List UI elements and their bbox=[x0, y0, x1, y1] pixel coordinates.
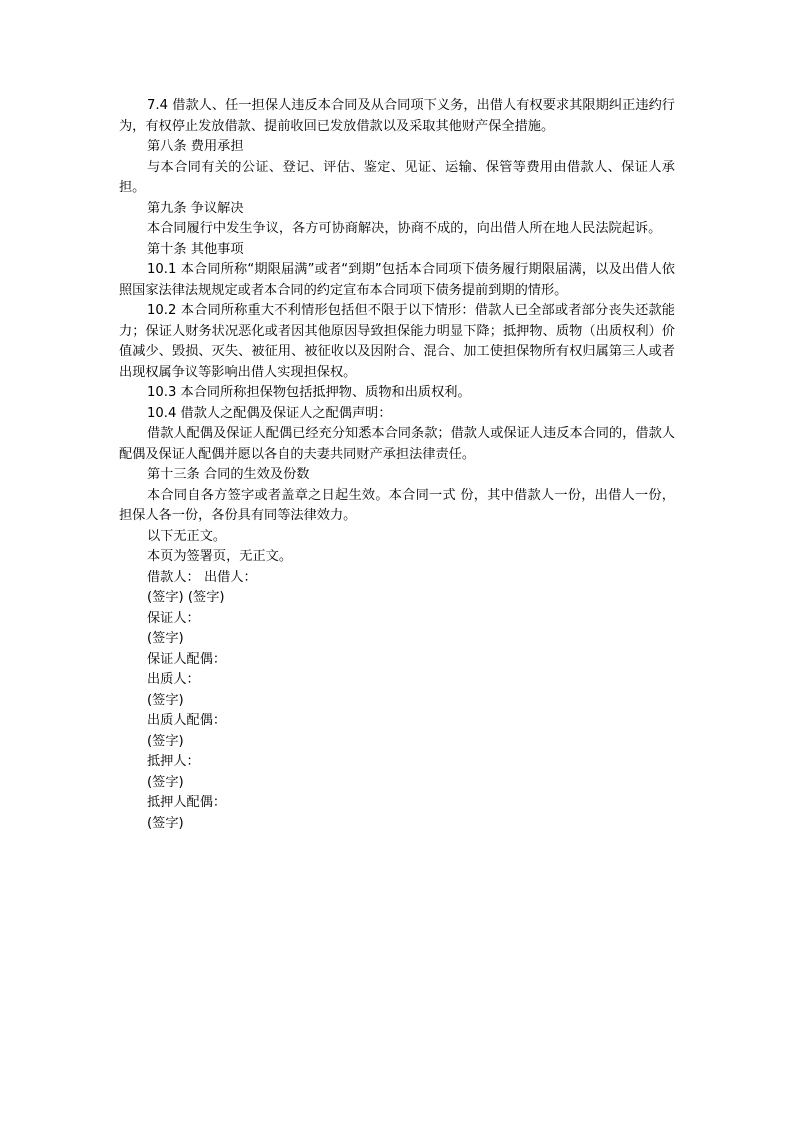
heading-article-9: 第九条 争议解决 bbox=[147, 200, 244, 216]
signature-page-note: 本页为签署页，无正文。 bbox=[147, 549, 293, 564]
clause-7-4: 7.4 借款人、任一担保人违反本合同及从合同项下义务，出借人有权要求其限期纠正违约行为，有权停止发放借款、提前收回已发放借款以及采取其他财产保全措施。 bbox=[119, 98, 675, 134]
signature-pledgor-sign: (签字) bbox=[147, 692, 184, 708]
document-body bbox=[119, 96, 675, 834]
signature-pledgor-spouse-label: 出质人配偶： bbox=[147, 713, 227, 728]
signature-guarantor-sign: (签字) bbox=[147, 631, 184, 646]
clause-10-4: 10.4 借款人之配偶及保证人之配偶声明： bbox=[147, 405, 392, 421]
signature-mortgagor-sign: (签字) bbox=[147, 774, 184, 790]
no-further-text: 以下无正文。 bbox=[147, 528, 227, 544]
clause-10-4-body: 借款人配偶及保证人配偶已经充分知悉本合同条款；借款人或保证人违反本合同的，借款人配偶及保证人配偶并愿以各自的夫妻共同财产承担法律责任。 bbox=[119, 426, 675, 462]
clause-10-1: 10.1 本合同所称“期限届满”或者“到期”包括本合同项下债务履行期限届满，以及出借人依照国家法律法规规定或者本合同的约定宣布本合同项下债务提前到期的情形。 bbox=[119, 262, 675, 298]
signature-borrower-lender-label: 借款人： 出借人： bbox=[147, 569, 257, 585]
heading-article-8: 第八条 费用承担 bbox=[147, 139, 244, 154]
clause-article-13-body: 本合同自各方签字或者盖章之日起生效。本合同一式 份，其中借款人一份，出借人一份，担保人各一份，各份具有同等法律效力。 bbox=[119, 487, 675, 523]
clause-10-3: 10.3 本合同所称担保物包括抵押物、质物和出质权利。 bbox=[147, 385, 471, 400]
heading-article-10: 第十条 其他事项 bbox=[147, 241, 244, 257]
signature-mortgagor-spouse-sign: (签字) bbox=[147, 815, 184, 831]
clause-10-2: 10.2 本合同所称重大不利情形包括但不限于以下情形：借款人已全部或者部分丧失还款能力；保证人财务状况恶化或者因其他原因导致担保能力明显下降；抵押物、质物（出质权利）价值减少、毁损、灭失、被征用、被征收以及因附合、混合、加工使担保物所有权归属第三人或者出现权属争议等影响出借人实现担保权。 bbox=[119, 303, 675, 380]
signature-mortgagor-spouse-label: 抵押人配偶： bbox=[147, 795, 227, 810]
signature-guarantor-spouse-label: 保证人配偶： bbox=[147, 651, 227, 667]
signature-guarantor-label: 保证人： bbox=[147, 610, 200, 626]
signature-borrower-lender-sign: (签字) (签字) bbox=[147, 590, 225, 605]
heading-article-13: 第十三条 合同的生效及份数 bbox=[147, 467, 310, 482]
signature-mortgagor-label: 抵押人： bbox=[147, 754, 200, 769]
clause-article-8-body: 与本合同有关的公证、登记、评估、鉴定、见证、运输、保管等费用由借款人、保证人承担。 bbox=[119, 159, 675, 195]
signature-pledgor-label: 出质人： bbox=[147, 672, 200, 687]
clause-article-9-body: 本合同履行中发生争议，各方可协商解决，协商不成的，向出借人所在地人民法院起诉。 bbox=[147, 221, 662, 236]
signature-pledgor-spouse-sign: (签字) bbox=[147, 733, 184, 749]
